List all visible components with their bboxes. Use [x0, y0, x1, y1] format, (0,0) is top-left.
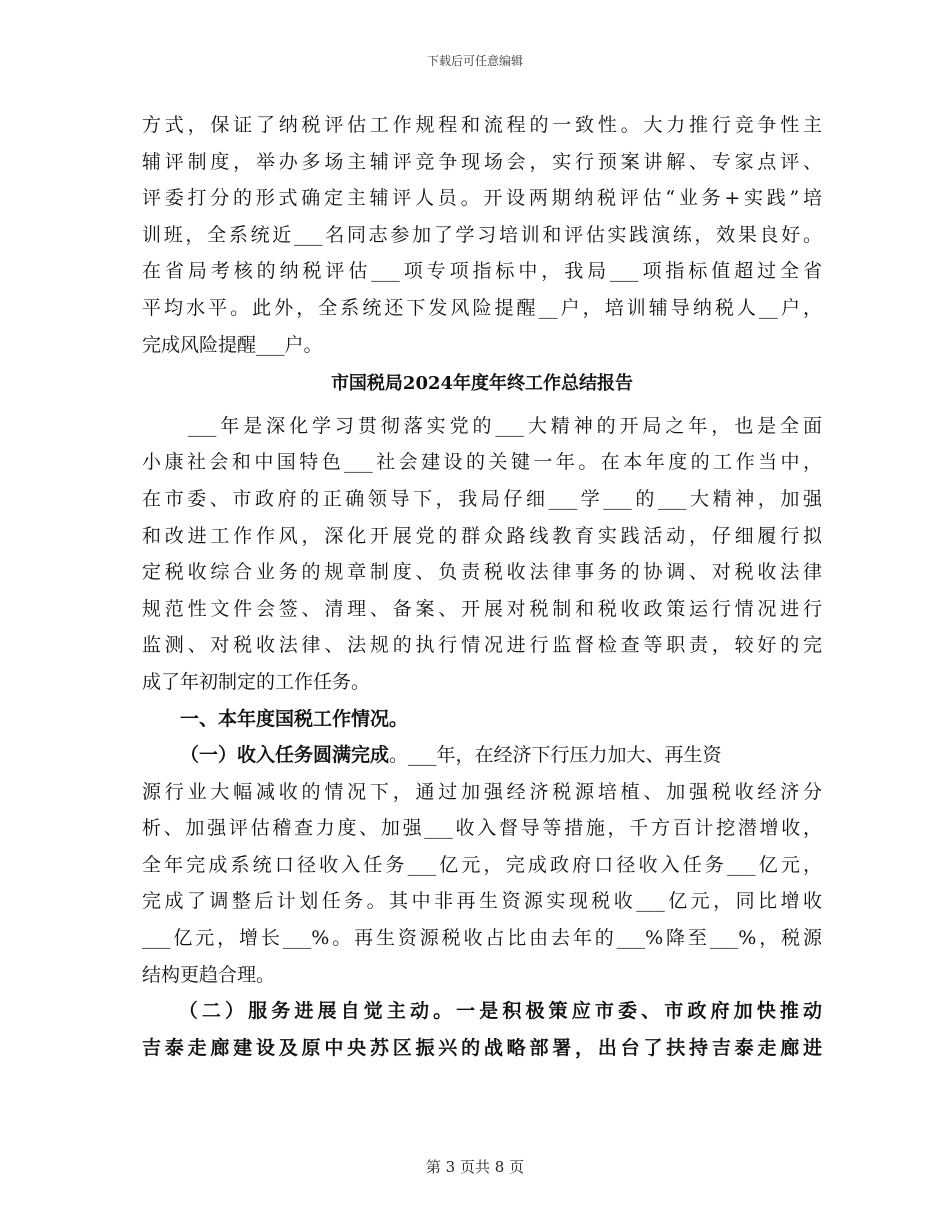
page-header: 下载后可任意编辑: [426, 54, 523, 68]
paragraph-line: 辅评制度，举办多场主辅评竞争现场会，实行预案讲解、专家点评、: [142, 150, 822, 173]
paragraph-line: 训班，全系统近___名同志参加了学习培训和评估实践演练，效果良好。: [142, 223, 822, 246]
paragraph-line: 小康社会和中国特色___社会建设的关键一年。在本年度的工作当中，: [142, 451, 822, 474]
paragraph-line: 完成了调整后计划任务。其中非再生资源实现税收___亿元，同比增收: [142, 890, 822, 913]
paragraph-line: 定税收综合业务的规章制度、负责税收法律事务的协调、对税收法律: [142, 561, 822, 584]
paragraph-line: 在市委、市政府的正确领导下，我局仔细___学___的___大精神，加强: [142, 487, 822, 510]
paragraph-line: （二）服务进展自觉主动。一是积极策应市委、市政府加快推动: [142, 1000, 822, 1023]
paragraph-line: ___亿元，增长___%。再生资源税收占比由去年的___%降至___%，税源: [142, 927, 822, 950]
paragraph-line: 方式，保证了纳税评估工作规程和流程的一致性。大力推行竞争性主: [142, 114, 822, 136]
paragraph-line: 完成风险提醒___户。: [142, 333, 323, 356]
subsection-2: [142, 993, 822, 1066]
paragraph-line: 监测、对税收法律、法规的执行情况进行监督检查等职责，较好的完: [142, 634, 822, 657]
previous-section-text: [142, 107, 822, 363]
section-heading: 一、本年度国税工作情况。: [180, 707, 409, 730]
paragraph-line: 析、加强评估稽查力度、加强___收入督导等措施，千方百计挖潜增收，: [142, 817, 822, 840]
paragraph-line: 和改进工作作风，深化开展党的群众路线教育实践活动，仔细履行拟: [142, 524, 822, 547]
paragraph-line: [142, 737, 822, 774]
paragraph-line: 平均水平。此外，全系统还下发风险提醒__户，培训辅导纳税人__户，: [142, 296, 822, 319]
subsection-heading: （一）收入任务圆满完成: [180, 744, 390, 767]
paragraph-line: 评委打分的形式确定主辅评人员。开设两期纳税评估“业务+实践”培: [142, 187, 822, 210]
paragraph-line: 结构更趋合理。: [142, 963, 276, 986]
paragraph-line: 在省局考核的纳税评估___项专项指标中，我局___项指标值超过全省: [142, 260, 822, 283]
report-title: 市国税局2024年度年终工作总结报告: [330, 373, 634, 395]
intro-paragraph: [142, 408, 822, 701]
page-footer: 第 3 页共 8 页: [425, 1158, 525, 1176]
paragraph-line: 源行业大幅减收的情况下，通过加强经济税源培植、加强税收经济分: [142, 780, 822, 803]
paragraph-line: ___年是深化学习贯彻落实党的___大精神的开局之年，也是全面: [142, 414, 822, 437]
paragraph-line: 吉泰走廊建设及原中央苏区振兴的战略部署，出台了扶持吉泰走廊进: [142, 1036, 822, 1059]
paragraph-line: 成了年初制定的工作任务。: [142, 670, 371, 693]
subsection-text: 。___年，在经济下行压力加大、再生资: [389, 744, 722, 767]
paragraph-line: 全年完成系统口径收入任务___亿元，完成政府口径收入任务___亿元，: [142, 853, 822, 876]
subsection-1: [142, 737, 822, 993]
paragraph-line: 规范性文件会签、清理、备案、开展对税制和税收政策运行情况进行: [142, 597, 822, 620]
document-body: [142, 107, 822, 1066]
